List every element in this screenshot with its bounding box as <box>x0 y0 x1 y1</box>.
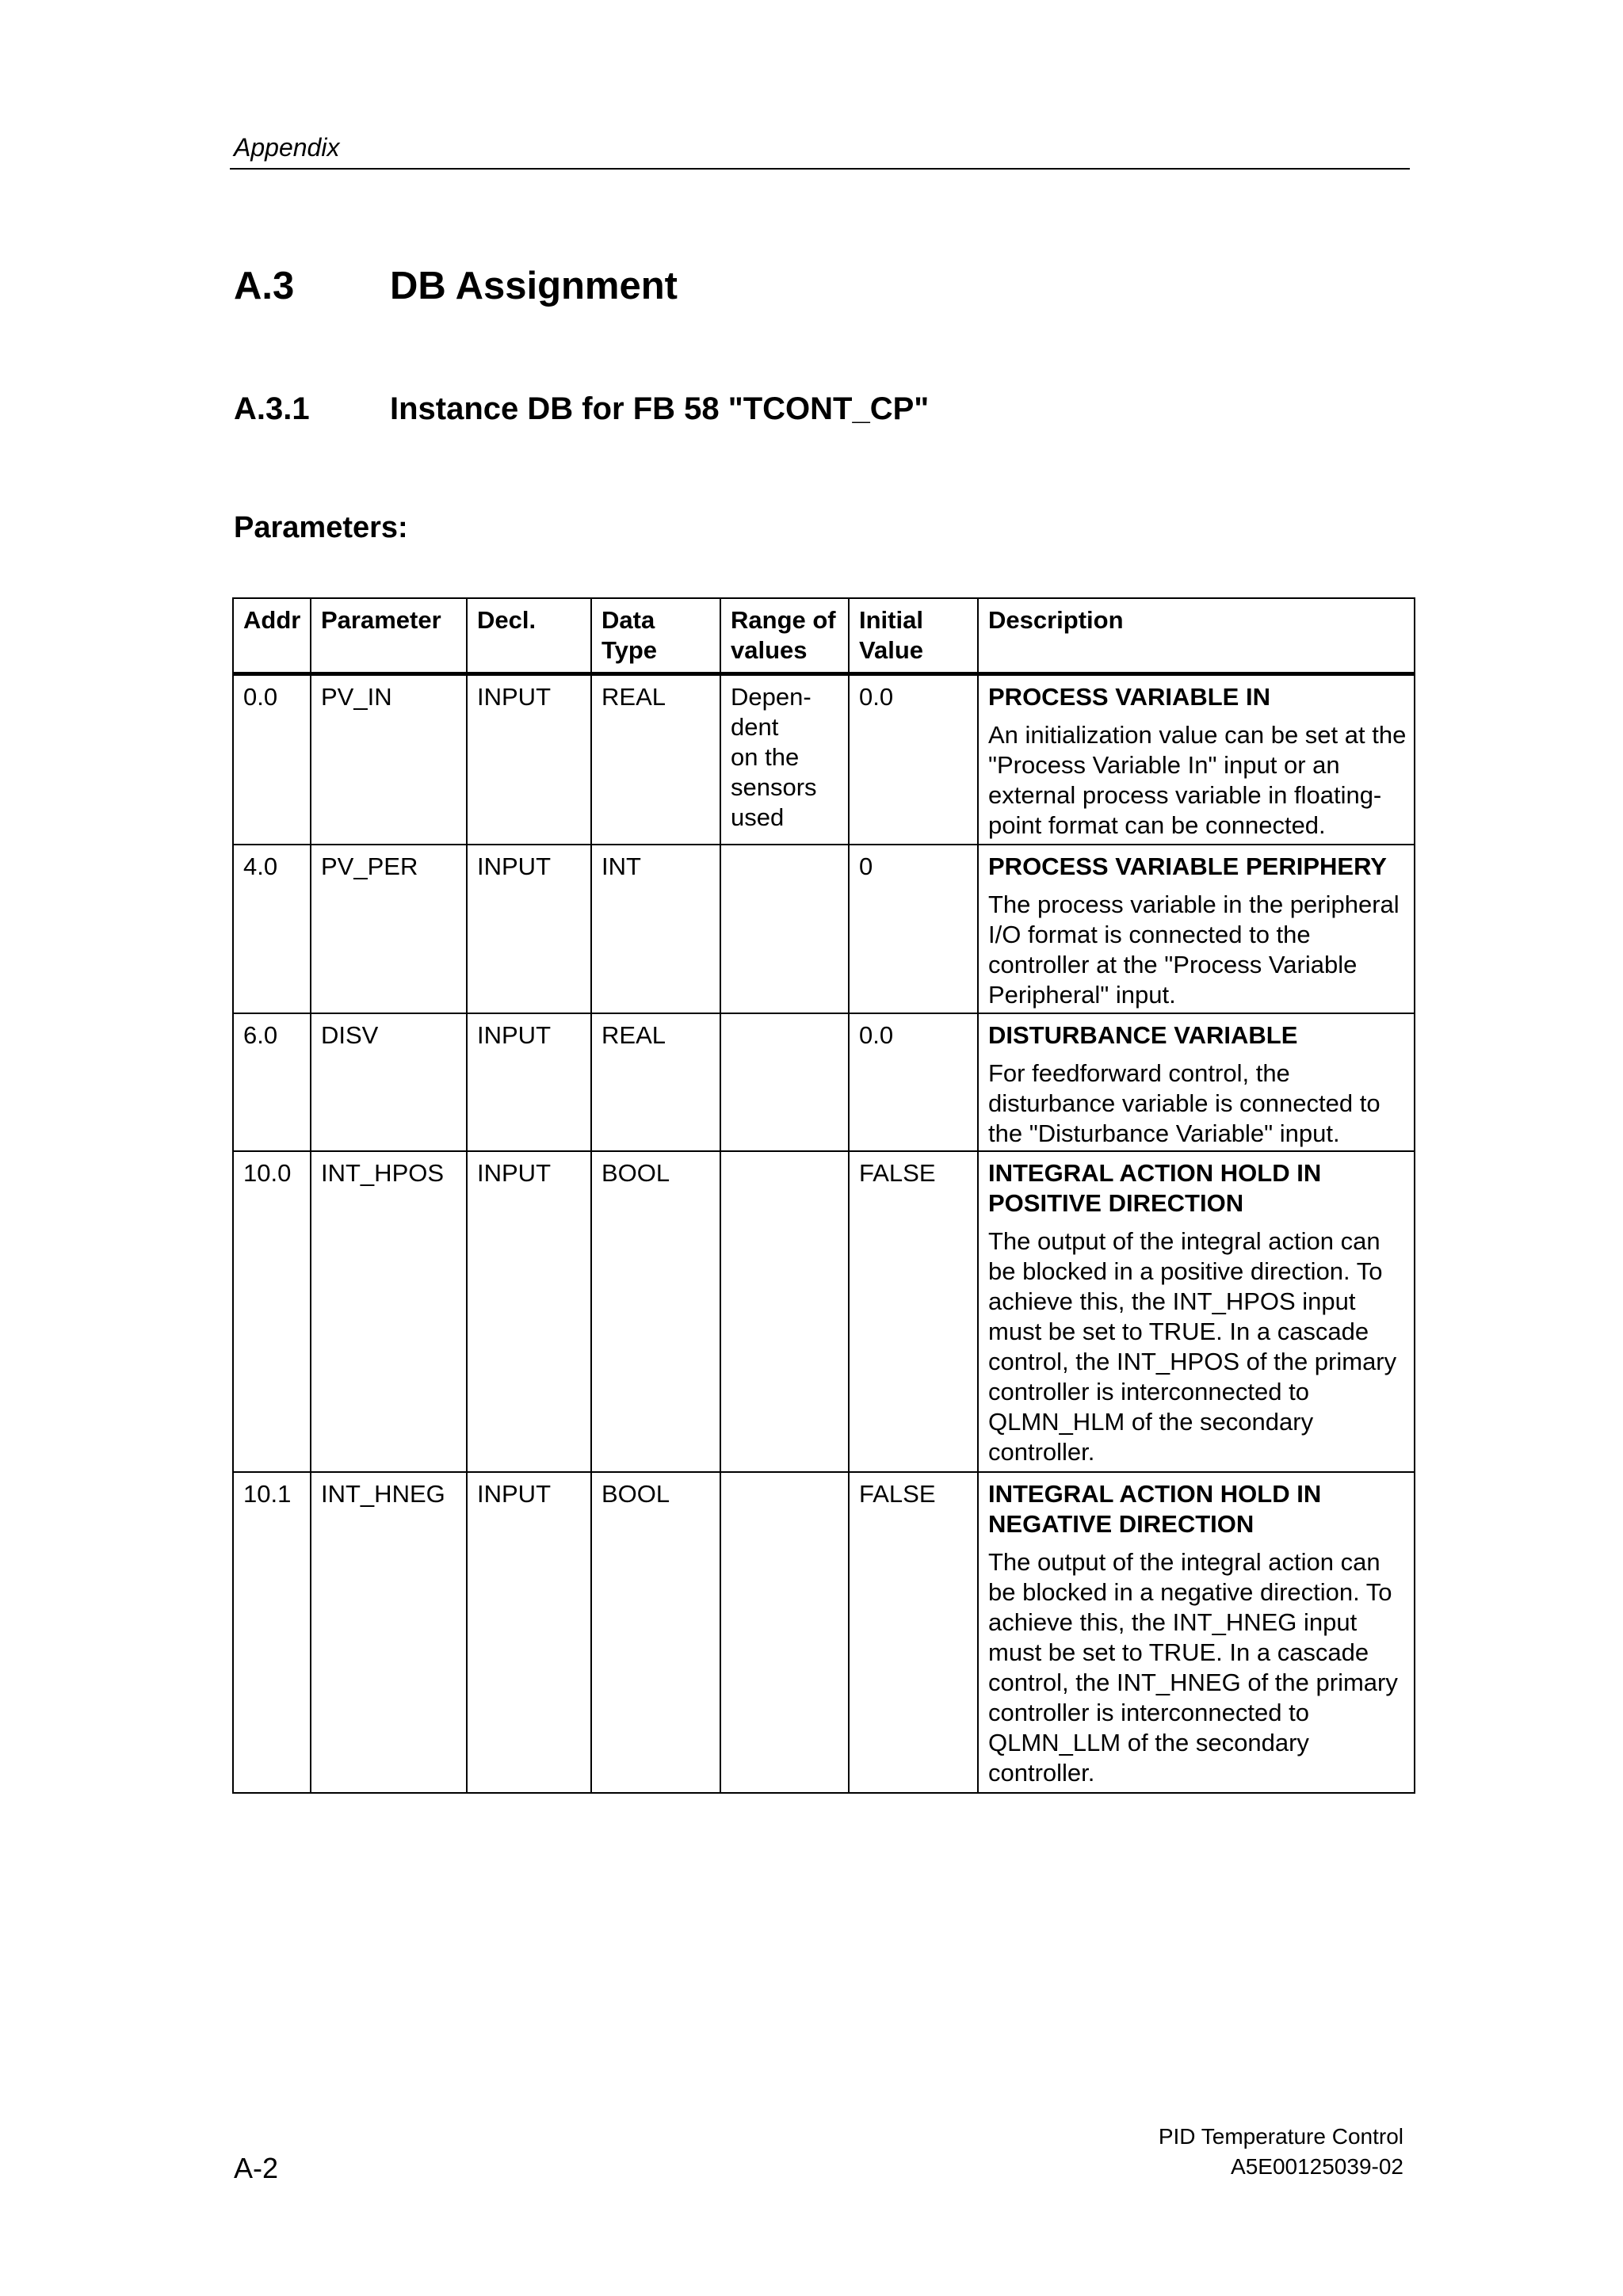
footer-doc-number: A5E00125039-02 <box>1231 2154 1403 2179</box>
cell-description <box>978 1151 1415 1472</box>
section-number: A.3 <box>234 265 295 307</box>
section-title: DB Assignment <box>390 265 678 307</box>
cell-decl: INPUT <box>467 1013 591 1151</box>
parameter-table <box>232 597 1415 1794</box>
description-text: The output of the integral action can be blocked in a negative direction. To achieve this, the INT_HNEG input must be set to TRUE. In a cascade control, the INT_HNEG of the primary controller is interconnected to QLMN_LLM of the secondary controller. <box>988 1547 1398 1787</box>
cell-range: Depen-dent on the sensors used <box>720 674 849 845</box>
table-row <box>233 674 1415 845</box>
column-header-decl: Decl. <box>467 598 591 674</box>
cell-addr: 4.0 <box>233 845 311 1013</box>
cell-data-type: BOOL <box>591 1472 720 1793</box>
description-title: PROCESS VARIABLE IN <box>988 683 1270 711</box>
table-row <box>233 1472 1415 1793</box>
cell-data-type: BOOL <box>591 1151 720 1472</box>
cell-addr: 6.0 <box>233 1013 311 1151</box>
header-rule <box>230 168 1410 170</box>
cell-initial-value: FALSE <box>849 1472 978 1793</box>
cell-data-type: INT <box>591 845 720 1013</box>
description-title: PROCESS VARIABLE PERIPHERY <box>988 852 1387 880</box>
cell-parameter: PV_IN <box>311 674 467 845</box>
cell-initial-value: 0.0 <box>849 1013 978 1151</box>
table-row <box>233 845 1415 1013</box>
page-number: A-2 <box>234 2152 279 2184</box>
column-header-range: Range of values <box>720 598 849 674</box>
description-title: DISTURBANCE VARIABLE <box>988 1020 1298 1049</box>
cell-initial-value: FALSE <box>849 1151 978 1472</box>
cell-addr: 10.1 <box>233 1472 311 1793</box>
column-header-description: Description <box>978 598 1415 674</box>
description-text: The output of the integral action can be blocked in a positive direction. To achieve this, the INT_HPOS input must be set to TRUE. In a cascade control, the INT_HPOS of the primary controller is interconnected to QLMN_HLM of the secondary controller. <box>988 1226 1397 1466</box>
subsection-number: A.3.1 <box>234 391 310 426</box>
footer-doc-info <box>1159 2122 1403 2182</box>
description-text: For feedforward control, the disturbance variable is connected to the "Disturbance Variable" input. <box>988 1058 1381 1147</box>
cell-data-type: REAL <box>591 1013 720 1151</box>
cell-decl: INPUT <box>467 1151 591 1472</box>
cell-description <box>978 1472 1415 1793</box>
cell-range <box>720 1151 849 1472</box>
subsection-title: Instance DB for FB 58 "TCONT_CP" <box>390 391 930 426</box>
description-title: INTEGRAL ACTION HOLD IN POSITIVE DIRECTION <box>988 1158 1322 1217</box>
cell-range <box>720 845 849 1013</box>
running-head: Appendix <box>234 133 340 162</box>
column-header-addr: Addr <box>233 598 311 674</box>
cell-decl: INPUT <box>467 845 591 1013</box>
cell-description <box>978 845 1415 1013</box>
column-header-parameter: Parameter <box>311 598 467 674</box>
cell-parameter: INT_HNEG <box>311 1472 467 1793</box>
description-text: An initialization value can be set at the "Process Variable In" input or an external process variable in floating-point format can be connected. <box>988 721 1407 839</box>
cell-description <box>978 1013 1415 1151</box>
cell-description <box>978 674 1415 845</box>
table-row <box>233 1013 1415 1151</box>
footer-doc-title: PID Temperature Control <box>1158 2124 1403 2149</box>
cell-decl: INPUT <box>467 674 591 845</box>
table-row <box>233 1151 1415 1472</box>
column-header-data-type: Data Type <box>591 598 720 674</box>
cell-addr: 0.0 <box>233 674 311 845</box>
cell-decl: INPUT <box>467 1472 591 1793</box>
cell-parameter: INT_HPOS <box>311 1151 467 1472</box>
cell-parameter: PV_PER <box>311 845 467 1013</box>
parameters-label: Parameters: <box>234 511 408 544</box>
cell-initial-value: 0.0 <box>849 674 978 845</box>
cell-addr: 10.0 <box>233 1151 311 1472</box>
cell-parameter: DISV <box>311 1013 467 1151</box>
cell-data-type: REAL <box>591 674 720 845</box>
cell-initial-value: 0 <box>849 845 978 1013</box>
cell-range <box>720 1013 849 1151</box>
description-text: The process variable in the peripheral I/O format is connected to the controller at the "Process Variable Peripheral" input. <box>988 890 1400 1009</box>
cell-range <box>720 1472 849 1793</box>
table-header-row <box>233 598 1415 674</box>
column-header-initial-value: Initial Value <box>849 598 978 674</box>
description-title: INTEGRAL ACTION HOLD IN NEGATIVE DIRECTION <box>988 1479 1322 1538</box>
